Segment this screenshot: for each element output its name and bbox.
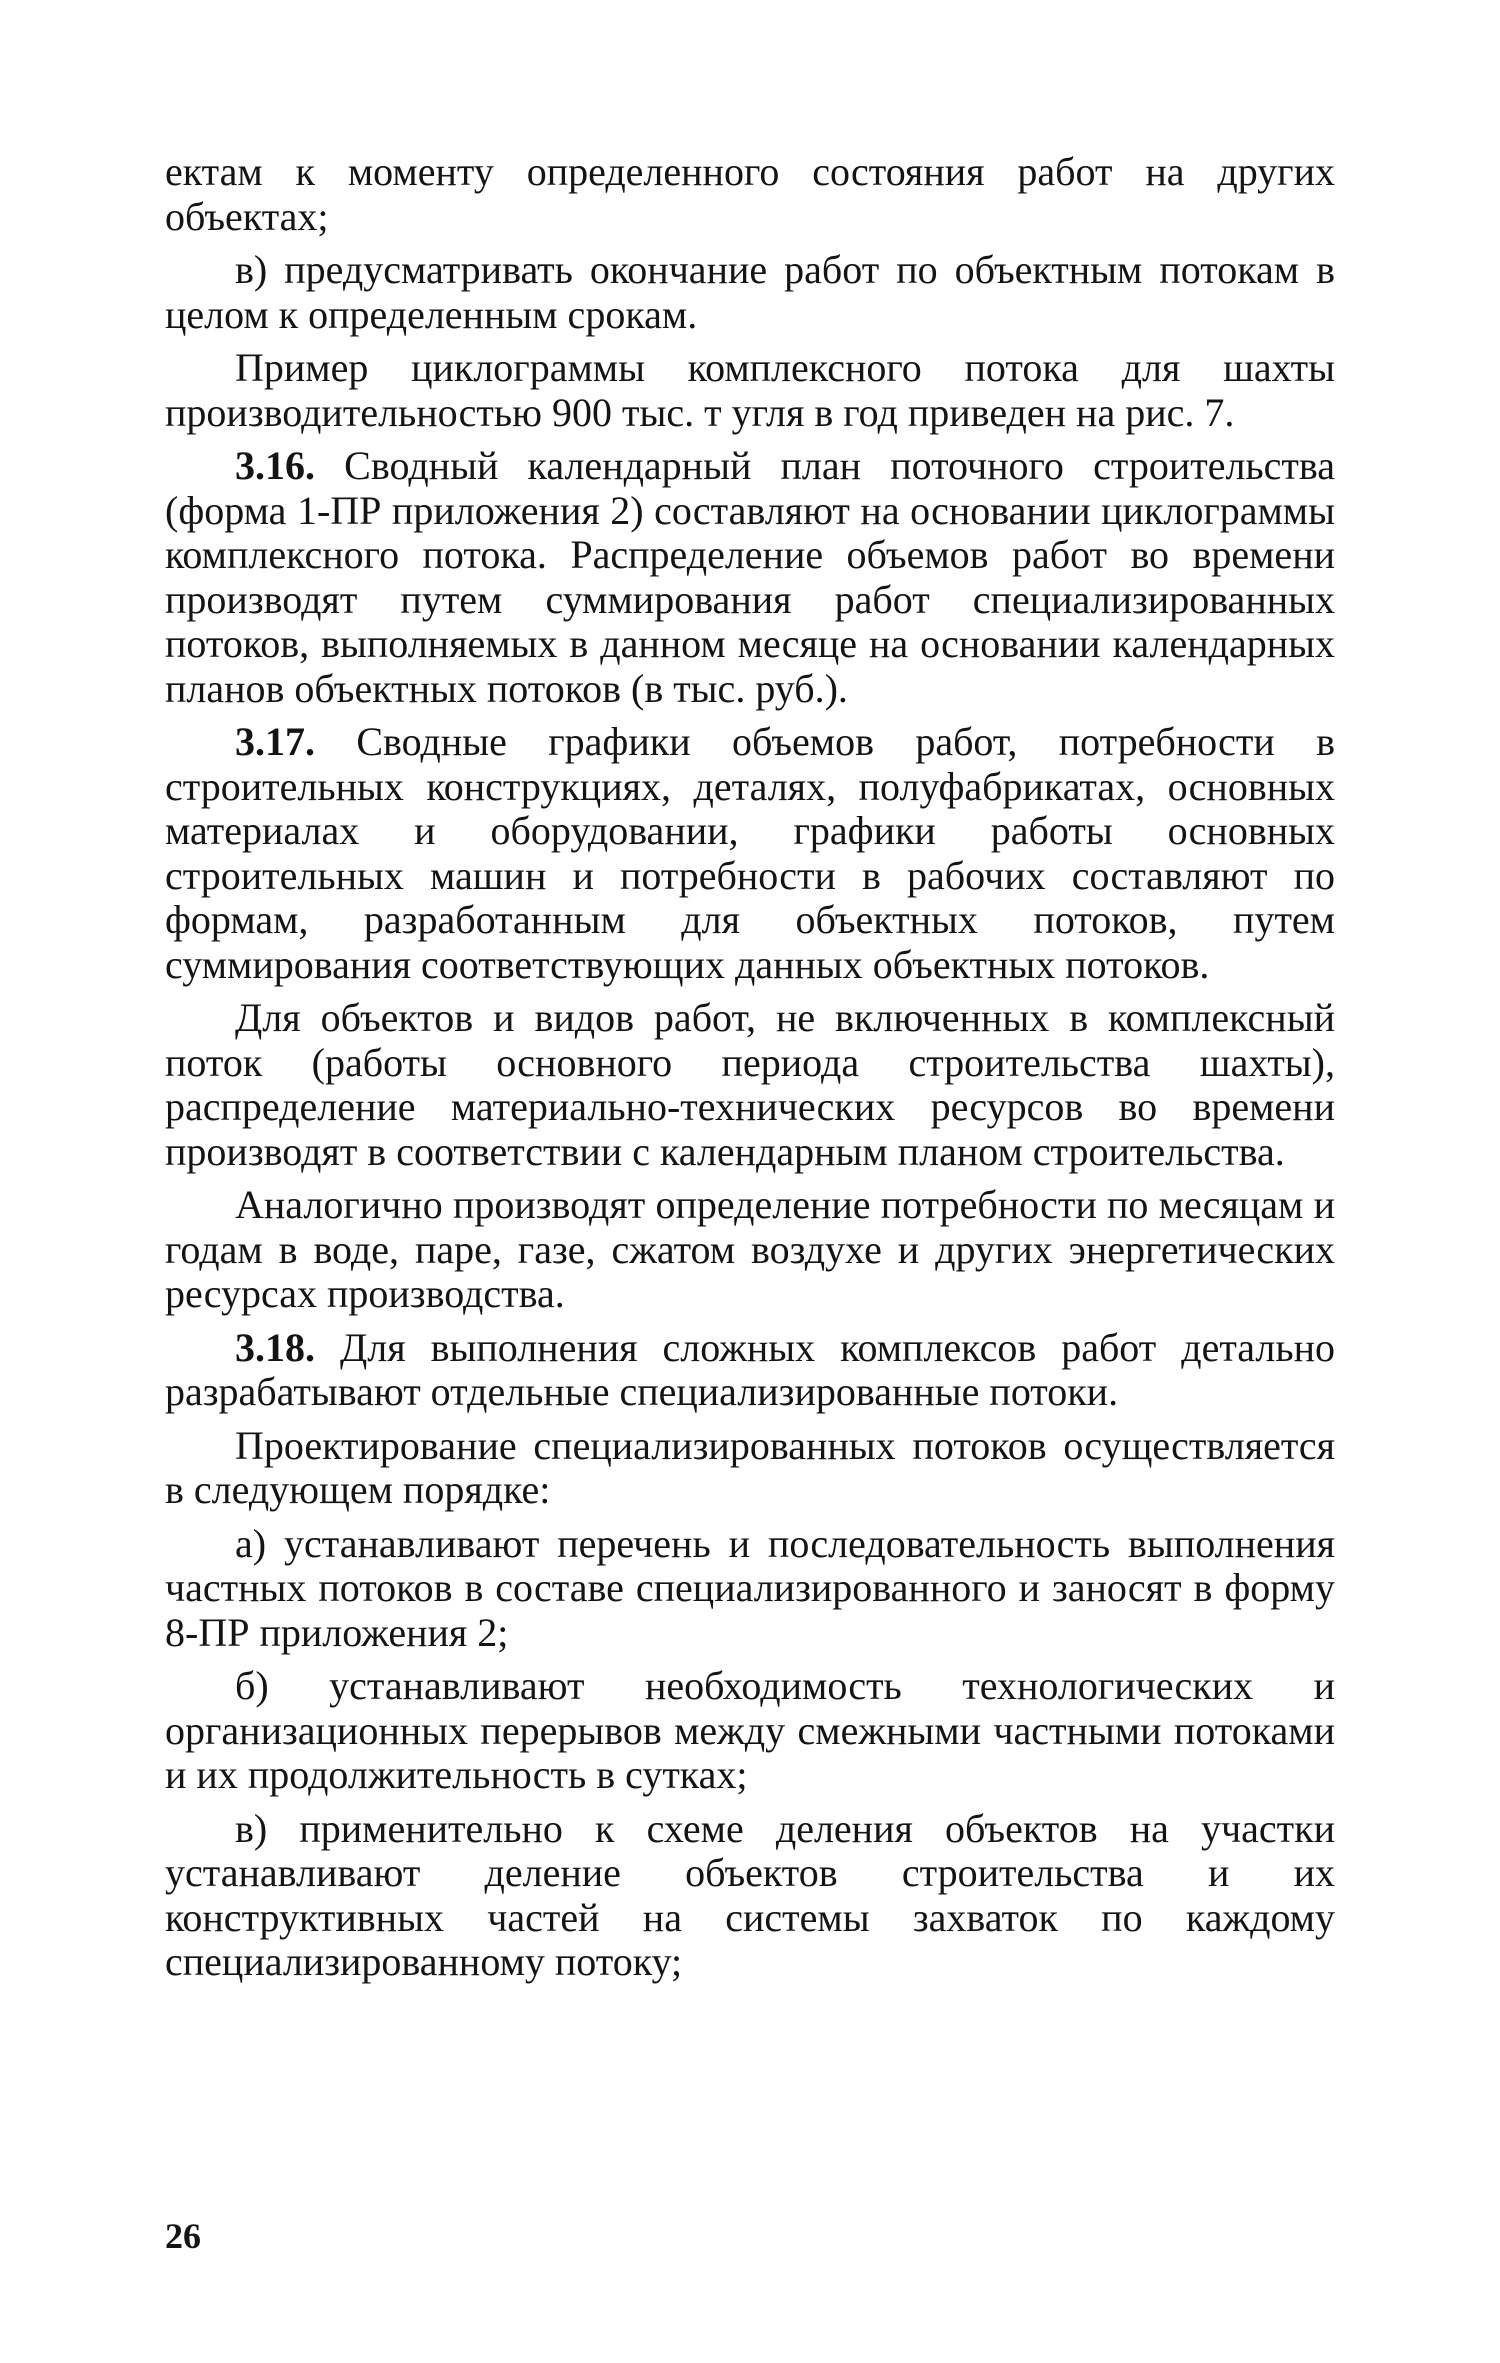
paragraph-item-v2: в) применительно к схеме деления объектов на участки устанавливают деление объектов строительства и их конструктивных частей на системы захваток по каждому специализированному потоку; <box>165 1805 1335 1984</box>
paragraph-item-b: б) устанавливают необходимость технологических и организационных перерывов между смежными частными потоками и их продолжительность в сутках; <box>165 1663 1335 1797</box>
page-body <box>165 150 1335 1994</box>
paragraph-3-18: 3.18. Для выполнения сложных комплексов работ детально разрабатывают отдельные специализированные потоки. <box>165 1324 1336 1414</box>
paragraph-example: Пример циклограммы комплексного потока для шахты производительностью 900 тыс. т угля в год приведен на рис. 7. <box>165 345 1335 435</box>
page-number: 26 <box>165 2216 201 2256</box>
paragraph-item-v: в) предусматривать окончание работ по объектным потокам в целом к определенным срокам. <box>165 247 1335 337</box>
paragraph-3-17: 3.17. Сводные графики объемов работ, потребности в строительных конструкциях, деталях, полуфабрикатах, основных материалах и оборудовании, графики работы основных строительных машин и потребности в рабочих составляют по формам, разработанным для объектных потоков, путем суммирования соответствующих данных объектных потоков. <box>165 719 1336 987</box>
paragraph-design: Проектирование специализированных потоков осуществляется в следующем порядке: <box>165 1422 1335 1512</box>
section-number: 3.17. <box>235 719 315 764</box>
paragraph-continuation: ектам к моменту определенного состояния работ на других объектах; <box>165 149 1335 239</box>
paragraph-item-a: а) устанавливают перечень и последовательность выполнения частных потоков в составе специализированного и заносят в форму 8-ПР приложения 2; <box>165 1520 1335 1655</box>
section-number: 3.16. <box>235 443 315 488</box>
paragraph-3-16: 3.16. Сводный календарный план поточного строительства (форма 1-ПР приложения 2) составляют на основании циклограммы комплексного потока. Распределение объемов работ во времени производят путем суммирования работ специализированных потоков, выполняемых в данном месяце на основании календарных планов объектных потоков (в тыс. руб.). <box>165 443 1336 711</box>
paragraph-objects: Для объектов и видов работ, не включенных в комплексный поток (работы основного периода строительства шахты), распределение материально-технических ресурсов во времени производят в соответствии с календарным планом строительства. <box>165 995 1335 1174</box>
section-number: 3.18. <box>235 1324 315 1370</box>
paragraph-analog: Аналогично производят определение потребности по месяцам и годам в воде, паре, газе, сжатом воздухе и других энергетических ресурсах производства. <box>165 1182 1335 1316</box>
